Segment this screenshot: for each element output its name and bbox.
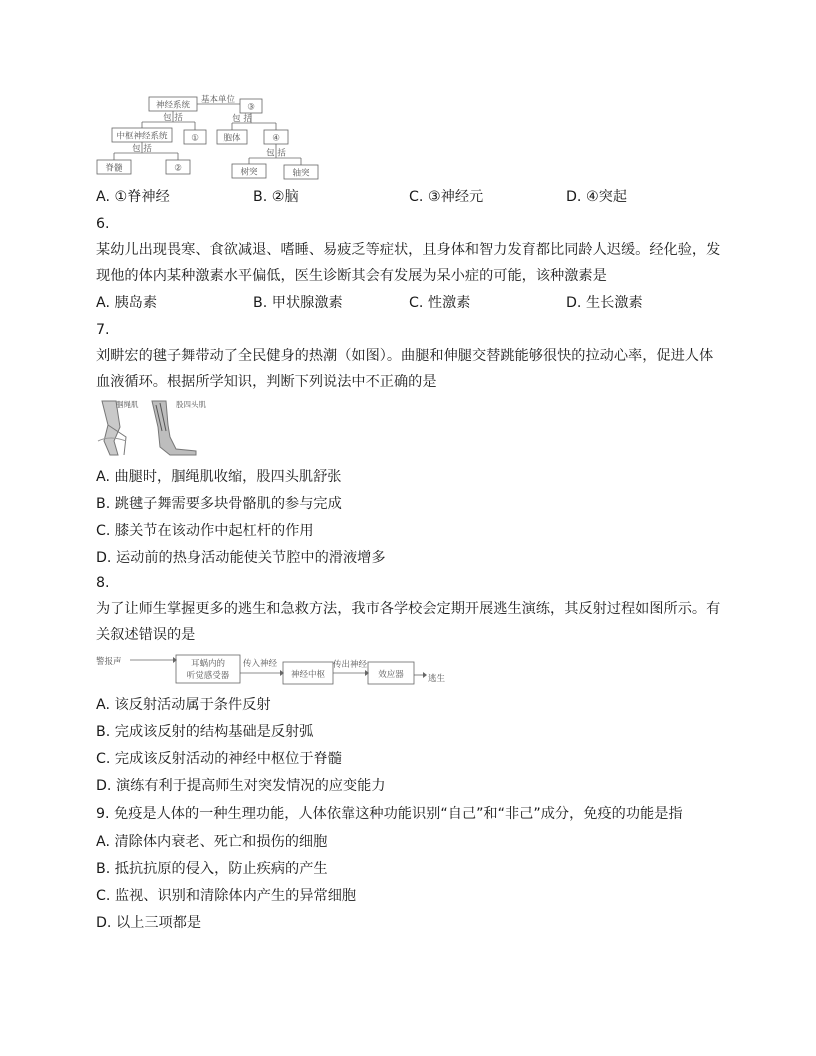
node-cns: 中枢神经系统 [116, 131, 168, 142]
q6-option-a[interactable]: A. 胰岛素 [96, 295, 158, 311]
q9-option-d[interactable]: D. 以上三项都是 [96, 915, 202, 931]
q9-stem: 9. 免疫是人体的一种生理功能，人体依靠这种功能识别“自己”和“非己”成分，免疫的功能是指 [96, 806, 683, 822]
q6-stem-line2: 现他的体内某种激素水平偏低，医生诊断其会有发展为呆小症的可能，该种激素是 [96, 268, 607, 284]
q7-stem-line2: 血液循环。根据所学知识，判断下列说法中不正确的是 [96, 374, 437, 390]
q6-option-b[interactable]: B. 甲状腺激素 [253, 295, 343, 311]
label-include-1: 包 括 [163, 113, 183, 123]
q6-option-c[interactable]: C. 性激素 [409, 295, 471, 311]
concept-map-svg [94, 92, 326, 186]
concept-map-figure [94, 92, 326, 186]
q7-option-b[interactable]: B. 跳毽子舞需要多块骨骼肌的参与完成 [96, 496, 342, 512]
q8-option-c[interactable]: C. 完成该反射活动的神经中枢位于脊髓 [96, 751, 342, 767]
q6-stem-line1: 某幼儿出现畏寒、食欲减退、嗜睡、易疲乏等症状，且身体和智力发育都比同龄人迟缓。经化验，发 [96, 242, 721, 258]
flow-end: 逃生 [428, 674, 446, 684]
label-hamstring: 腘绳肌 [116, 400, 139, 409]
node-system: 神经系统 [155, 100, 191, 111]
q8-stem-line1: 为了让师生掌握更多的逃生和急救方法，我市各学校会定期开展逃生演练，其反射过程如图所示。有 [96, 601, 721, 617]
q9-option-a[interactable]: A. 清除体内衰老、死亡和损伤的细胞 [96, 834, 328, 850]
flow-receptor-line1: 耳蜗内的 [190, 659, 226, 669]
q8-option-b[interactable]: B. 完成该反射的结构基础是反射弧 [96, 724, 314, 740]
node-1: ① [191, 133, 199, 144]
q7-option-c[interactable]: C. 膝关节在该动作中起杠杆的作用 [96, 523, 314, 539]
q5-option-a[interactable]: A. ①脊神经 [96, 189, 170, 205]
reflex-flow-svg [96, 650, 446, 690]
node-dendrite: 树突 [240, 167, 258, 178]
q7-number: 7. [96, 322, 110, 338]
flow-start: 警报声 [96, 657, 122, 667]
q5-option-d[interactable]: D. ④突起 [566, 189, 628, 205]
flow-afferent: 传入神经 [242, 659, 278, 669]
flow-effector: 效应器 [378, 670, 404, 680]
q6-options [96, 293, 736, 313]
label-include-2: 包 括 [232, 114, 252, 124]
flow-efferent: 传出神经 [332, 660, 368, 670]
q6-number: 6. [96, 216, 110, 232]
q8-stem-line2: 关叙述错误的是 [96, 627, 196, 643]
q5-option-c[interactable]: C. ③神经元 [409, 189, 484, 205]
q6-option-d[interactable]: D. 生长激素 [566, 295, 643, 311]
node-3: ③ [247, 102, 255, 113]
q5-options [96, 187, 736, 207]
flow-center: 神经中枢 [290, 670, 326, 680]
q9-option-b[interactable]: B. 抵抗抗原的侵入，防止疾病的产生 [96, 861, 328, 877]
q7-stem-line1: 刘畊宏的毽子舞带动了全民健身的热潮（如图）。曲腿和伸腿交替跳能够很快的拉动心率，促进人体 [96, 348, 714, 364]
q8-number: 8. [96, 575, 110, 591]
q9-option-c[interactable]: C. 监视、识别和清除体内产生的异常细胞 [96, 888, 357, 904]
q8-option-a[interactable]: A. 该反射活动属于条件反射 [96, 697, 271, 713]
reflex-flow-figure [96, 650, 446, 690]
q7-option-d[interactable]: D. 运动前的热身活动能使关节腔中的滑液增多 [96, 550, 386, 566]
leg-muscle-figure [96, 397, 216, 459]
flow-receptor-line2: 听觉感受器 [186, 671, 230, 681]
node-spinal: 脊髓 [105, 163, 123, 174]
label-quadriceps: 股四头肌 [176, 400, 206, 409]
label-include-3: 包 括 [132, 144, 152, 154]
node-4: ④ [272, 133, 280, 144]
leg-muscle-svg [96, 397, 216, 459]
label-unit: 基本单位 [200, 95, 236, 105]
node-cell-body: 胞体 [223, 133, 241, 144]
label-include-4: 包 括 [266, 148, 286, 159]
q5-option-b[interactable]: B. ②脑 [253, 189, 299, 205]
node-2: ② [174, 163, 182, 174]
q7-option-a[interactable]: A. 曲腿时，腘绳肌收缩，股四头肌舒张 [96, 469, 342, 485]
node-axon: 轴突 [292, 168, 310, 179]
q8-option-d[interactable]: D. 演练有利于提高师生对突发情况的应变能力 [96, 778, 386, 794]
